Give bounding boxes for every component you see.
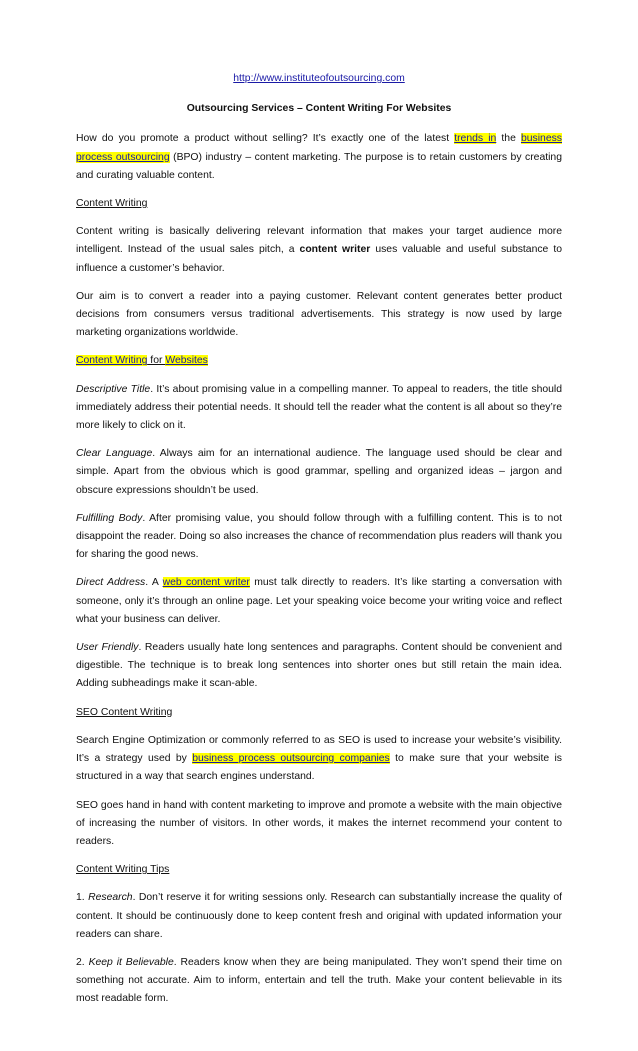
tip-descriptive-title (76, 381, 562, 436)
cw-p1-text-b: uses valuable and useful substance to influence a customer’s behavior. (76, 244, 562, 274)
tip-label: User Friendly (76, 642, 139, 654)
tip-text-b: must talk directly to readers. It’s like starting a conversation with someone, only it’s through an online page. Let your speaking voice become your writing voice and reflect what your business can deliver. (76, 577, 562, 625)
tip-user-friendly (76, 639, 562, 694)
tip-label: Clear Language (76, 448, 153, 460)
cw-p1-text-a: Content writing is basically delivering relevant information that makes your target audience more intelligent. Instead of the usual sales pitch, a (76, 226, 562, 256)
web-content-writer-link[interactable]: web content writer (162, 577, 250, 589)
tip-text: . It’s about promising value in a compelling manner. To appeal to readers, the title should immediately address their potential needs. It should tell the reader what the content is all about so they’re more likely to click on it. (76, 383, 562, 432)
tip-label: Fulfilling Body (76, 512, 143, 524)
content-writing-paragraph-1 (76, 223, 562, 278)
tip-text-a: . A (145, 577, 163, 589)
bpo-companies-link[interactable]: business process outsourcing companies (192, 753, 390, 765)
tips-item-label: Research (88, 892, 133, 904)
tips-item-believable (76, 954, 562, 1009)
tip-direct-address (76, 574, 562, 629)
content-writing-paragraph-2: Our aim is to convert a reader into a paying customer. Relevant content generates better product decisions from consumers versus traditional advertisements. This strategy is now used by large marketing organizations worldwide. (76, 290, 562, 339)
tip-text: . Readers usually hate long sentences and paragraphs. Content should be convenient and digestible. The technique is to break long sentences into shorter ones but still retain the main idea. Adding subheadings make it scan-able. (76, 642, 562, 690)
tips-item-research (76, 889, 562, 944)
heading-seo-content-writing: SEO Content Writing (76, 706, 173, 718)
source-url-line (76, 70, 562, 88)
tip-label: Direct Address (76, 577, 146, 589)
tips-item-number: 1. (76, 892, 89, 904)
bpo-link[interactable]: business process outsourcing (76, 133, 562, 163)
tip-clear-language (76, 445, 562, 500)
intro-paragraph (76, 130, 562, 185)
heading-for-text: for (147, 355, 166, 367)
intro-text-1: How do you promote a product without selling? It’s exactly one of the latest (76, 133, 455, 145)
websites-link[interactable]: Websites (165, 355, 208, 367)
seo-p1-text-a: Search Engine Optimization or commonly referred to as SEO is used to increase your website’s visibility. It’s a strategy used by (76, 734, 562, 765)
tips-item-text: . Readers know when they are being manipulated. They won’t spend their time on something not accurate. Aim to inform, entertain and tell the truth. Make your content believable in its most readable form. (76, 956, 562, 1005)
seo-p1-text-b: to make sure that your website is structured in a way that search engines understand. (76, 753, 562, 783)
heading-content-writing-tips: Content Writing Tips (76, 864, 170, 876)
tips-item-number: 2. (76, 956, 89, 968)
source-url-link[interactable]: http://www.instituteofoutsourcing.com (233, 73, 405, 84)
seo-paragraph-1 (76, 732, 562, 787)
cw-p1-bold: content writer (299, 244, 371, 256)
heading-content-writing-for-websites (76, 352, 562, 370)
tip-fulfilling-body (76, 510, 562, 565)
tip-text: . Always aim for an international audience. The language used should be clear and simple. Apart from the obvious which is good grammar, spelling and organized ideas – jargon and obscure expressions shouldn’t be used. (76, 448, 562, 496)
tip-label: Descriptive Title (76, 383, 151, 395)
seo-paragraph-2: SEO goes hand in hand with content marketing to improve and promote a website with the main objective of increasing the number of visitors. In other words, it makes the internet recommend your content to readers. (76, 799, 562, 847)
intro-text-3: (BPO) industry – content marketing. The purpose is to retain customers by creating and curating valuable content. (76, 151, 562, 181)
document-title: Outsourcing Services – Content Writing For Websites (186, 103, 452, 115)
tip-text: . After promising value, you should follow through with a fulfilling content. This is to not disappoint the reader. Doing so also increases the chance of recommendation plus readers will thank you for sharing the good news. (76, 512, 562, 561)
content-writing-link[interactable]: Content Writing (76, 355, 148, 367)
tips-item-label: Keep it Believable (88, 956, 174, 968)
tips-item-text: . Don’t reserve it for writing sessions only. Research can substantially increase the quality of content. It should be continuously done to keep content fresh and original with updated information your readers can share. (76, 892, 562, 940)
heading-content-writing: Content Writing (76, 198, 148, 210)
intro-text-2: the (496, 133, 521, 145)
trends-in-link[interactable]: trends in (454, 133, 497, 145)
